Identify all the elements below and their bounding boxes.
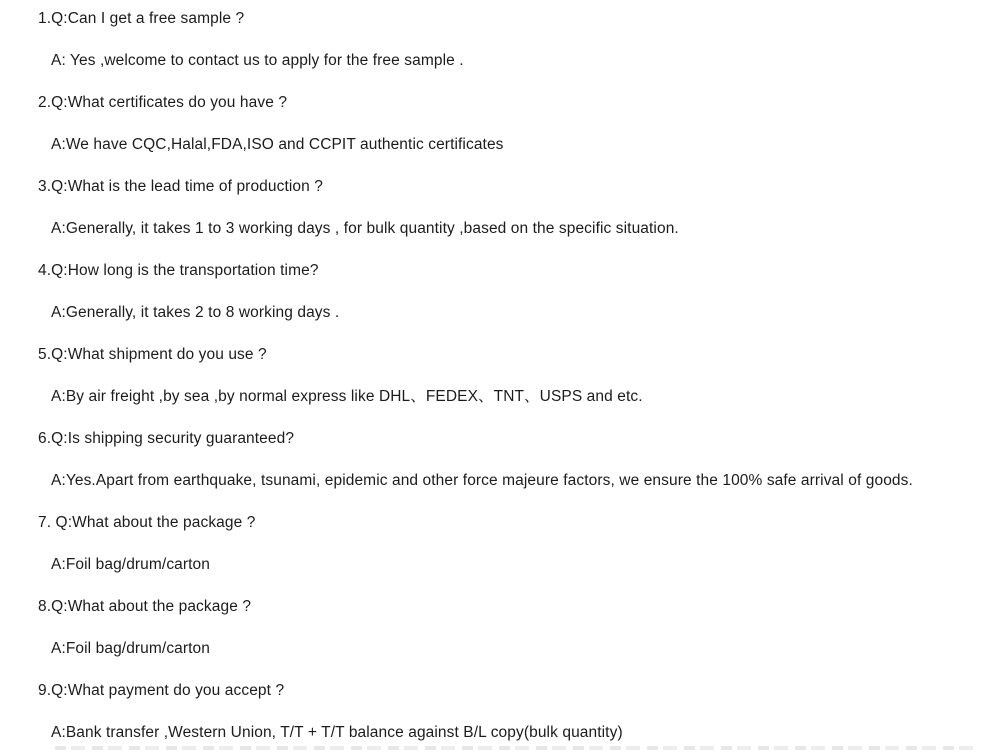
faq-question-1: 1.Q:Can I get a free sample ? <box>38 10 245 27</box>
faq-answer-2: A:We have CQC,Halal,FDA,ISO and CCPIT authentic certificates <box>51 136 504 153</box>
faq-question-6: 6.Q:Is shipping security guaranteed? <box>38 430 295 447</box>
faq-answer-1: A: Yes ,welcome to contact us to apply for the free sample . <box>51 52 464 69</box>
faq-answer-5: A:By air freight ,by sea ,by normal express like DHL、FEDEX、TNT、USPS and etc. <box>51 388 643 405</box>
faq-answer-3: A:Generally, it takes 1 to 3 working days , for bulk quantity ,based on the specific situation. <box>51 220 679 237</box>
faq-answer-9: A:Bank transfer ,Western Union, T/T + T/T balance against B/L copy(bulk quantity) <box>51 724 623 741</box>
faq-question-3: 3.Q:What is the lead time of production ? <box>38 178 323 195</box>
faq-question-2: 2.Q:What certificates do you have ? <box>38 94 288 111</box>
faq-question-7: 7. Q:What about the package ? <box>38 514 256 531</box>
faq-answer-6: A:Yes.Apart from earthquake, tsunami, epidemic and other force majeure factors, we ensure the 100% safe arrival of goods. <box>51 472 913 489</box>
faq-answer-4: A:Generally, it takes 2 to 8 working days . <box>51 304 340 321</box>
faq-question-8: 8.Q:What about the package ? <box>38 598 252 615</box>
faq-question-4: 4.Q:How long is the transportation time? <box>38 262 319 279</box>
faq-question-5: 5.Q:What shipment do you use ? <box>38 346 267 363</box>
faq-question-9: 9.Q:What payment do you accept ? <box>38 682 285 699</box>
clipped-next-line-artifact <box>55 746 980 750</box>
faq-answer-7: A:Foil bag/drum/carton <box>51 556 210 573</box>
faq-answer-8: A:Foil bag/drum/carton <box>51 640 210 657</box>
